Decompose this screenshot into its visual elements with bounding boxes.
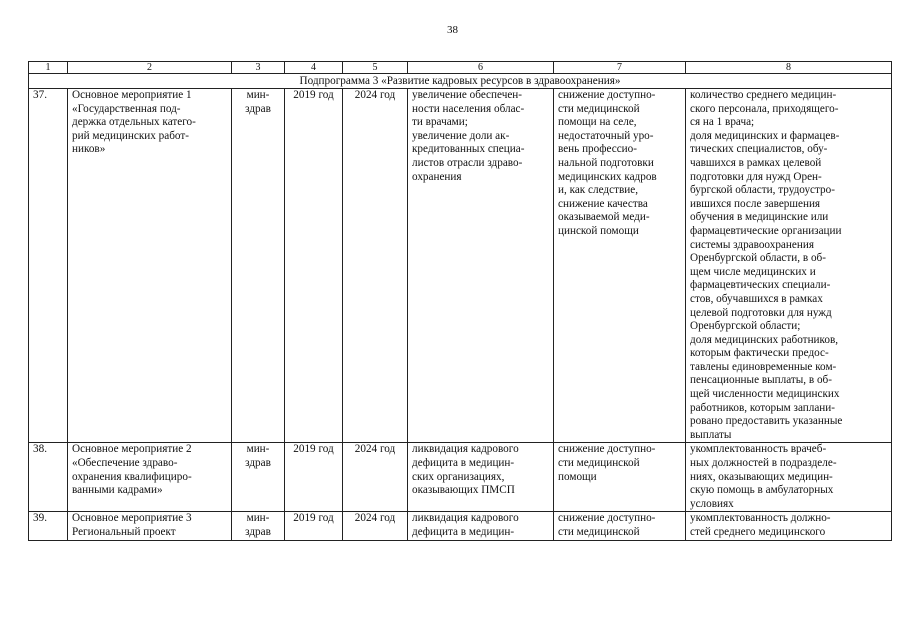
- column-number: 5: [343, 62, 408, 74]
- table-row: [29, 443, 892, 512]
- target-indicator: укомплектованность должно- стей среднего медицинского: [686, 512, 892, 540]
- non-implementation-consequence: снижение доступно- сти медицинской помощи: [554, 443, 686, 512]
- non-implementation-consequence: снижение доступно- сти медицинской помощи на селе, недостаточный уро- вень профессио- нальной подготовки медицинских кадров и, как следствие, снижение качества оказываемой меди- цинской помощи: [554, 89, 686, 443]
- column-number: 1: [29, 62, 68, 74]
- row-number: 38.: [29, 443, 68, 512]
- expected-result: ликвидация кадрового дефицита в медицин- ских организациях, оказывающих ПМСП: [408, 443, 554, 512]
- column-number: 6: [408, 62, 554, 74]
- table-row: [29, 89, 892, 443]
- measures-table: [28, 61, 892, 541]
- start-year: 2019 год: [285, 512, 343, 540]
- target-indicator: укомплектованность врачеб- ных должностей в подразделе- ниях, оказывающих медицин- скую помощь в амбулаторных условиях: [686, 443, 892, 512]
- section-title: Подпрограмма 3 «Развитие кадровых ресурсов в здравоохранения»: [29, 74, 892, 89]
- page-number: 38: [447, 24, 458, 36]
- expected-result: увеличение обеспечен- ности населения облас- ти врачами; увеличение доли ак- кредитованных специа- листов отрасли здраво- охранения: [408, 89, 554, 443]
- executor: мин- здрав: [232, 443, 285, 512]
- measure-name: Основное мероприятие 2 «Обеспечение здраво- охранения квалифициро- ванными кадрами»: [68, 443, 232, 512]
- executor: мин- здрав: [232, 89, 285, 443]
- column-number: 8: [686, 62, 892, 74]
- column-number: 2: [68, 62, 232, 74]
- measure-name: Основное мероприятие 3 Региональный проект: [68, 512, 232, 540]
- column-number: 7: [554, 62, 686, 74]
- row-number: 39.: [29, 512, 68, 540]
- non-implementation-consequence: снижение доступно- сти медицинской: [554, 512, 686, 540]
- executor: мин- здрав: [232, 512, 285, 540]
- expected-result: ликвидация кадрового дефицита в медицин-: [408, 512, 554, 540]
- end-year: 2024 год: [343, 89, 408, 443]
- target-indicator: количество среднего медицин- ского персонала, приходящего- ся на 1 врача; доля медицинских и фармацев- тических специалистов, обу- чавшихся в рамках целевой подготовки для нужд Орен- бургской области, трудоустро- ившихся после завершения обучения в медицинские или фармацевтические организации системы здравоохранения Оренбургской области, в об- щем числе медицинских и фармацевтических специали- стов, обучавшихся в рамках целевой подготовки для нужд Оренбургской области; доля медицинских работников, которым фактически предос- тавлены единовременные ком- пенсационные выплаты, в об- щей численности медицинских работников, которым заплани- ровано предоставить указанные выплаты: [686, 89, 892, 443]
- row-number: 37.: [29, 89, 68, 443]
- column-number: 4: [285, 62, 343, 74]
- table-row: [29, 512, 892, 540]
- column-numbers-row: [29, 62, 892, 74]
- start-year: 2019 год: [285, 443, 343, 512]
- end-year: 2024 год: [343, 512, 408, 540]
- section-row: [29, 74, 892, 89]
- start-year: 2019 год: [285, 89, 343, 443]
- measure-name: Основное мероприятие 1 «Государственная под- держка отдельных катего- рий медицинских работ- ников»: [68, 89, 232, 443]
- column-number: 3: [232, 62, 285, 74]
- end-year: 2024 год: [343, 443, 408, 512]
